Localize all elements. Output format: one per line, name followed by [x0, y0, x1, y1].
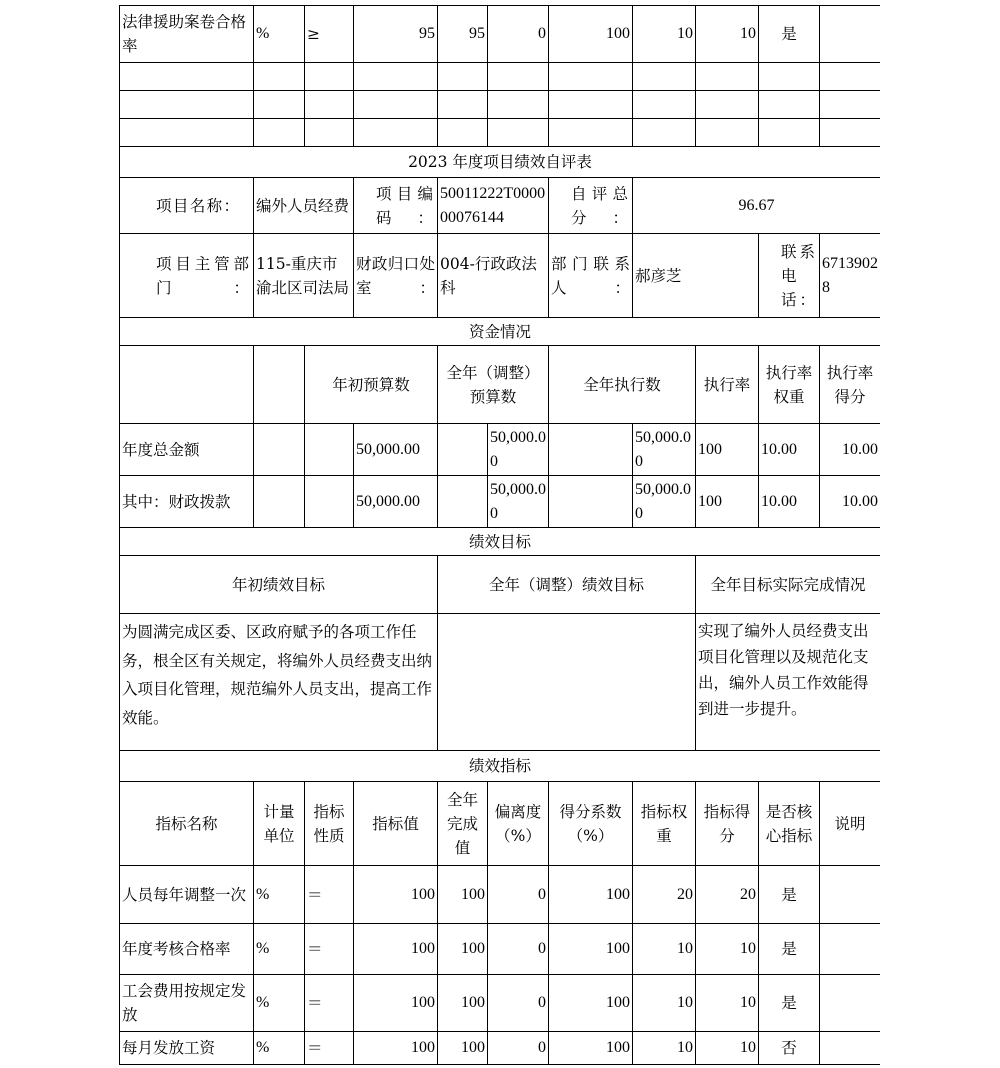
indicator-score: 10 [696, 1032, 759, 1065]
exec-score: 10.00 [820, 424, 881, 476]
indicator-coef: 100 [549, 1032, 633, 1065]
col-adjusted-budget: 全年（调整）预算数 [438, 346, 549, 424]
indicator-name: 工会费用按规定发放 [120, 975, 254, 1032]
indicator-nature: ≥ [305, 6, 354, 63]
indicator-actual: 100 [438, 866, 488, 924]
office-name: 004-行政政法科 [438, 234, 549, 318]
indicator-actual: 100 [438, 975, 488, 1032]
indicator-score: 10 [696, 6, 759, 63]
indicator-deviation: 0 [488, 975, 549, 1032]
table-row [120, 975, 881, 1032]
form-title: 2023 年度项目绩效自评表 [120, 147, 881, 178]
indicator-target: 95 [354, 6, 438, 63]
exec-rate: 100 [696, 424, 759, 476]
col-executed: 全年执行数 [549, 346, 696, 424]
col-indicator-name: 指标名称 [120, 782, 254, 866]
contact-label: 部门联系人： [549, 234, 633, 318]
col-note: 说明 [820, 782, 881, 866]
indicator-weight: 20 [633, 866, 696, 924]
performance-evaluation-sheet [119, 5, 880, 1068]
indicator-actual: 100 [438, 1032, 488, 1065]
project-code: 50011222T000000076144 [438, 178, 549, 234]
indicator-target: 100 [354, 975, 438, 1032]
indicator-note [820, 1032, 881, 1065]
indicator-deviation: 0 [488, 924, 549, 975]
indicator-coef: 100 [549, 866, 633, 924]
col-exec-rate: 执行率 [696, 346, 759, 424]
indicator-deviation: 0 [488, 866, 549, 924]
indicator-note [820, 924, 881, 975]
col-actual: 全年完成值 [438, 782, 488, 866]
empty-row [120, 63, 881, 91]
phone-number: 67139028 [820, 234, 881, 318]
initial-budget: 50,000.00 [354, 476, 438, 528]
actual-completion-text: 实现了编外人员经费支出项目化管理以及规范化支出，编外人员工作效能得到进一步提升。 [696, 614, 881, 751]
indicator-score: 10 [696, 975, 759, 1032]
indicator-name: 法律援助案卷合格率 [120, 6, 254, 63]
col-score: 指标得分 [696, 782, 759, 866]
indicator-name: 人员每年调整一次 [120, 866, 254, 924]
indicator-nature: ＝ [305, 975, 354, 1032]
indicator-unit: % [254, 975, 305, 1032]
funds-row-label: 年度总金额 [120, 424, 254, 476]
indicator-deviation: 0 [488, 6, 549, 63]
initial-budget: 50,000.00 [354, 424, 438, 476]
indicator-unit: % [254, 1032, 305, 1065]
exec-weight: 10.00 [759, 424, 820, 476]
funds-row [120, 476, 881, 528]
project-name: 编外人员经费 [254, 178, 354, 234]
col-weight: 指标权重 [633, 782, 696, 866]
project-name-label: 项目名称： [120, 178, 254, 234]
indicator-core: 是 [759, 924, 820, 975]
dept-label: 项目主管部门： [120, 234, 254, 318]
indicator-actual: 95 [438, 6, 488, 63]
initial-goal-text: 为圆满完成区委、区政府赋予的各项工作任务，根全区有关规定，将编外人员经费支出纳入项目化管理，规范编外人员支出，提高工作效能。 [120, 614, 438, 751]
col-target: 指标值 [354, 782, 438, 866]
indicator-core: 否 [759, 1032, 820, 1065]
col-unit: 计量单位 [254, 782, 305, 866]
indicator-target: 100 [354, 924, 438, 975]
col-coef: 得分系数（%） [549, 782, 633, 866]
indicator-deviation: 0 [488, 1032, 549, 1065]
executed-amount: 50,000.00 [633, 424, 696, 476]
dept-name: 115-重庆市渝北区司法局 [254, 234, 354, 318]
project-code-label: 项目编码： [354, 178, 438, 234]
indicator-unit: % [254, 6, 305, 63]
score-label: 自评总分： [549, 178, 633, 234]
indicator-name: 每月发放工资 [120, 1032, 254, 1065]
exec-weight: 10.00 [759, 476, 820, 528]
col-nature: 指标性质 [305, 782, 354, 866]
indicator-actual: 100 [438, 924, 488, 975]
total-score: 96.67 [633, 178, 881, 234]
col-exec-weight: 执行率权重 [759, 346, 820, 424]
indicator-note [820, 866, 881, 924]
funds-section-title: 资金情况 [120, 318, 881, 346]
indicator-target: 100 [354, 1032, 438, 1065]
indicator-unit: % [254, 924, 305, 975]
executed-amount: 50,000.00 [633, 476, 696, 528]
empty-row [120, 91, 881, 119]
indicator-core: 是 [759, 975, 820, 1032]
indicator-weight: 10 [633, 1032, 696, 1065]
indicators-section-title: 绩效指标 [120, 751, 881, 782]
funds-row [120, 424, 881, 476]
col-exec-score: 执行率得分 [820, 346, 881, 424]
col-initial-goal: 年初绩效目标 [120, 556, 438, 614]
indicator-score: 10 [696, 924, 759, 975]
indicator-coef: 100 [549, 924, 633, 975]
funds-row-label: 其中：财政拨款 [120, 476, 254, 528]
indicator-weight: 10 [633, 6, 696, 63]
exec-rate: 100 [696, 476, 759, 528]
table-row [120, 924, 881, 975]
empty-row [120, 119, 881, 147]
indicator-core: 是 [759, 866, 820, 924]
indicator-target: 100 [354, 866, 438, 924]
col-actual-completion: 全年目标实际完成情况 [696, 556, 881, 614]
indicator-coef: 100 [549, 6, 633, 63]
indicator-score: 20 [696, 866, 759, 924]
indicator-name: 年度考核合格率 [120, 924, 254, 975]
table-row [120, 1032, 881, 1065]
exec-score: 10.00 [820, 476, 881, 528]
col-initial-budget: 年初预算数 [305, 346, 438, 424]
table-row [120, 866, 881, 924]
adjusted-budget: 50,000.00 [488, 476, 549, 528]
phone-label: 联系电话： [759, 234, 820, 318]
indicator-weight: 10 [633, 975, 696, 1032]
indicator-weight: 10 [633, 924, 696, 975]
adjusted-goal-text [438, 614, 696, 751]
col-deviation: 偏离度（%） [488, 782, 549, 866]
indicator-note [820, 6, 881, 63]
evaluation-table [119, 5, 880, 1065]
indicator-nature: ＝ [305, 1032, 354, 1065]
indicator-nature: ＝ [305, 866, 354, 924]
col-core: 是否核心指标 [759, 782, 820, 866]
col-adjusted-goal: 全年（调整）绩效目标 [438, 556, 696, 614]
table-row [120, 6, 881, 63]
goals-section-title: 绩效目标 [120, 528, 881, 556]
indicator-unit: % [254, 866, 305, 924]
indicator-core: 是 [759, 6, 820, 63]
contact-name: 郝彦芝 [633, 234, 759, 318]
adjusted-budget: 50,000.00 [488, 424, 549, 476]
indicator-coef: 100 [549, 975, 633, 1032]
indicator-note [820, 975, 881, 1032]
office-label: 财政归口处室： [354, 234, 438, 318]
indicator-nature: ＝ [305, 924, 354, 975]
